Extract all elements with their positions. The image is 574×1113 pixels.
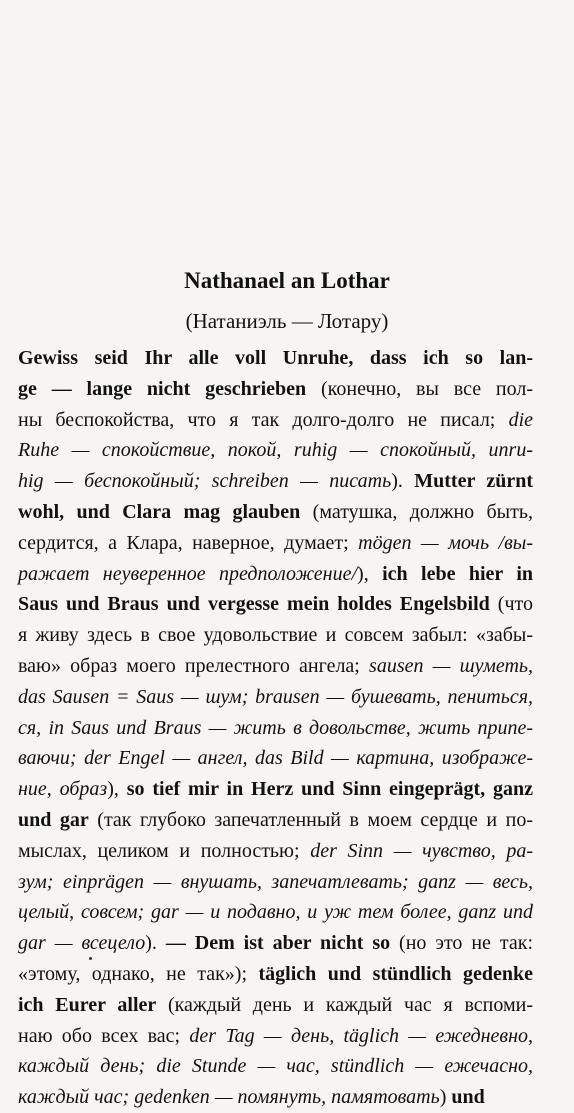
german-phrase: ge — lange nicht geschrieben	[18, 377, 307, 400]
german-phrase: Saus und Braus und vergesse mein holdes Engelsbild	[18, 593, 490, 616]
vocabulary-gloss: ваючи; der Engel — ангел, das Bild — картина, изображе-	[18, 747, 533, 770]
body-text	[18, 343, 533, 1113]
text-line	[18, 466, 533, 497]
text-line	[18, 897, 533, 928]
vocabulary-gloss: die	[508, 408, 533, 431]
german-phrase: — Dem ist aber nicht so	[165, 932, 391, 955]
translation-text: ),	[107, 778, 127, 801]
german-phrase: ich lebe hier in	[382, 562, 533, 585]
translation-text: ).	[391, 470, 415, 493]
translation-text: ),	[357, 562, 383, 585]
translation-text: ).	[145, 932, 166, 955]
german-phrase: täglich und stündlich gedenke	[258, 962, 533, 985]
text-line	[18, 867, 533, 898]
text-line	[18, 374, 533, 405]
german-phrase: und gar	[18, 808, 89, 831]
text-line	[18, 928, 533, 959]
vocabulary-gloss: ние, образ	[18, 778, 108, 801]
vocabulary-gloss: sausen — шуметь,	[369, 654, 533, 677]
text-line	[18, 620, 533, 651]
text-line	[18, 743, 533, 774]
german-phrase: Gewiss seid Ihr alle voll Unruhe, dass ich so lan-	[18, 347, 533, 369]
translation-text: ваю» образ моего прелестного ангела;	[18, 654, 370, 677]
german-phrase: so tief mir in Herz und Sinn eingeprägt, ganz	[126, 778, 533, 801]
text-line	[18, 1021, 533, 1052]
vocabulary-gloss: hig — беспокойный; schreiben — писать	[18, 470, 392, 493]
text-line	[18, 836, 533, 867]
ink-speck	[89, 957, 92, 960]
text-line	[18, 651, 533, 682]
german-phrase: wohl, und Clara mag glauben	[18, 500, 301, 523]
translation-text: (но это не так:	[390, 932, 534, 955]
chapter-title: Nathanael an Lothar	[184, 268, 390, 293]
german-phrase: und	[451, 1086, 485, 1109]
text-line	[18, 990, 533, 1021]
text-line	[18, 589, 533, 620]
vocabulary-gloss: mögen — мочь /вы-	[358, 531, 534, 554]
translation-text: мыслах, целиком и полностью;	[18, 839, 311, 862]
text-line	[18, 528, 533, 559]
text-line	[18, 559, 533, 590]
text-line	[18, 959, 533, 990]
vocabulary-gloss: das Sausen = Saus — шум; brausen — бушевать, пениться,	[18, 685, 533, 708]
text-line	[18, 497, 533, 528]
translation-text: (каждый день и каждый час я вспоми-	[156, 993, 533, 1016]
translation-text: (матушка, должно быть,	[300, 500, 533, 523]
translation-text: наю обо всех вас;	[18, 1024, 190, 1047]
text-line	[18, 405, 533, 436]
translation-text: я живу здесь в свое удовольствие и совсем забыл: «забы-	[18, 624, 533, 647]
text-line	[18, 1082, 533, 1113]
text-line	[18, 343, 533, 374]
text-line	[18, 435, 533, 466]
translation-text: (что	[489, 593, 533, 616]
vocabulary-gloss: der Sinn — чувство, ра-	[310, 839, 533, 862]
text-line	[18, 774, 533, 805]
chapter-subtitle: (Натаниэль — Лотару)	[185, 309, 389, 333]
vocabulary-gloss: целый, совсем; gar — и подавно, и уж тем более, ganz und	[18, 901, 533, 924]
vocabulary-gloss: ражает неуверенное предположение/	[18, 562, 358, 585]
translation-text: )	[439, 1086, 452, 1109]
translation-text: сердится, а Клара, наверное, думает;	[18, 531, 359, 554]
vocabulary-gloss: gar — всецело	[18, 932, 146, 955]
translation-text: (так глубоко запечатленный в моем сердце и по-	[88, 808, 533, 831]
german-phrase: Mutter zürnt	[414, 470, 534, 493]
translation-text: «этому, однако, не так»);	[18, 962, 259, 985]
text-line	[18, 805, 533, 836]
vocabulary-gloss: каждый час; gedenken — помянуть, памятовать	[18, 1086, 440, 1109]
text-line	[18, 682, 533, 713]
vocabulary-gloss: Ruhe — спокойствие, покой, ruhig — спокойный, unru-	[18, 439, 533, 462]
text-line	[18, 713, 533, 744]
vocabulary-gloss: зум; einprägen — внушать, запечатлевать; ganz — весь,	[18, 870, 533, 893]
german-phrase: ich Eurer aller	[18, 993, 157, 1016]
translation-text: (конечно, вы все пол-	[306, 377, 533, 400]
text-line	[18, 1051, 533, 1082]
vocabulary-gloss: ся, in Saus und Braus — жить в довольстве, жить припе-	[18, 716, 533, 739]
translation-text: ны беспокойства, что я так долго-долго не писал;	[18, 408, 509, 431]
vocabulary-gloss: каждый день; die Stunde — час, stündlich — ежечасно,	[18, 1055, 533, 1078]
vocabulary-gloss: der Tag — день, täglich — ежедневно,	[189, 1024, 533, 1047]
